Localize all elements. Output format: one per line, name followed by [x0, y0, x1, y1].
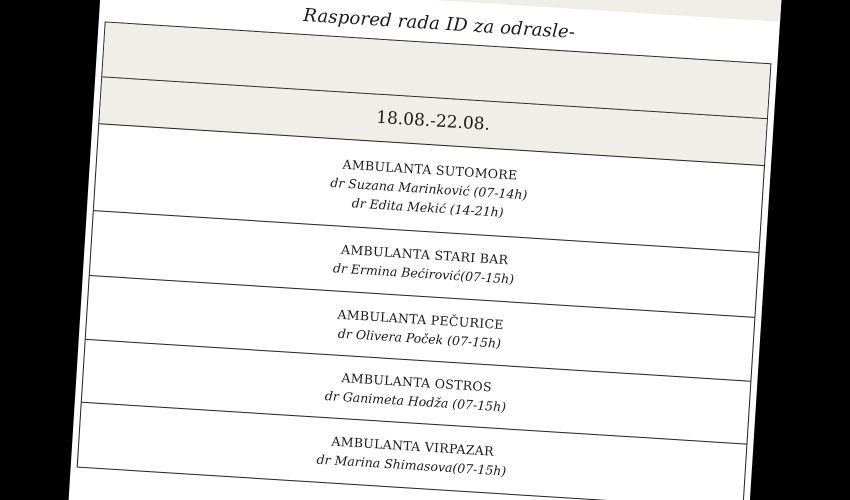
doctor-entry: dr Marina Shimasova(07-15h) [316, 451, 507, 479]
doctor-entry: dr Ganimeta Hodža (07-15h) [324, 388, 507, 415]
document-title: Raspored rada ID za odrasle- [302, 4, 576, 43]
schedule-table [77, 21, 772, 500]
clinic-name: AMBULANTA STARI BAR [340, 241, 509, 268]
doctor-entry: dr Olivera Poček (07-15h) [337, 325, 502, 351]
clinic-name: AMBULANTA OSTROS [341, 370, 493, 395]
doctor-entry: dr Suzana Marinković (07-14h) [329, 174, 528, 202]
clinic-name: AMBULANTA PEČURICE [337, 306, 505, 332]
doctor-entry: dr Ermina Bećirović(07-15h) [332, 260, 515, 287]
date-range: 18.08.-22.08. [375, 107, 491, 135]
clinic-name: AMBULANTA SUTOMORE [342, 156, 518, 183]
document-page [68, 0, 782, 500]
doctor-entry: dr Edita Mekić (14-21h) [351, 194, 505, 220]
clinic-name: AMBULANTA VIRPAZAR [331, 433, 495, 459]
